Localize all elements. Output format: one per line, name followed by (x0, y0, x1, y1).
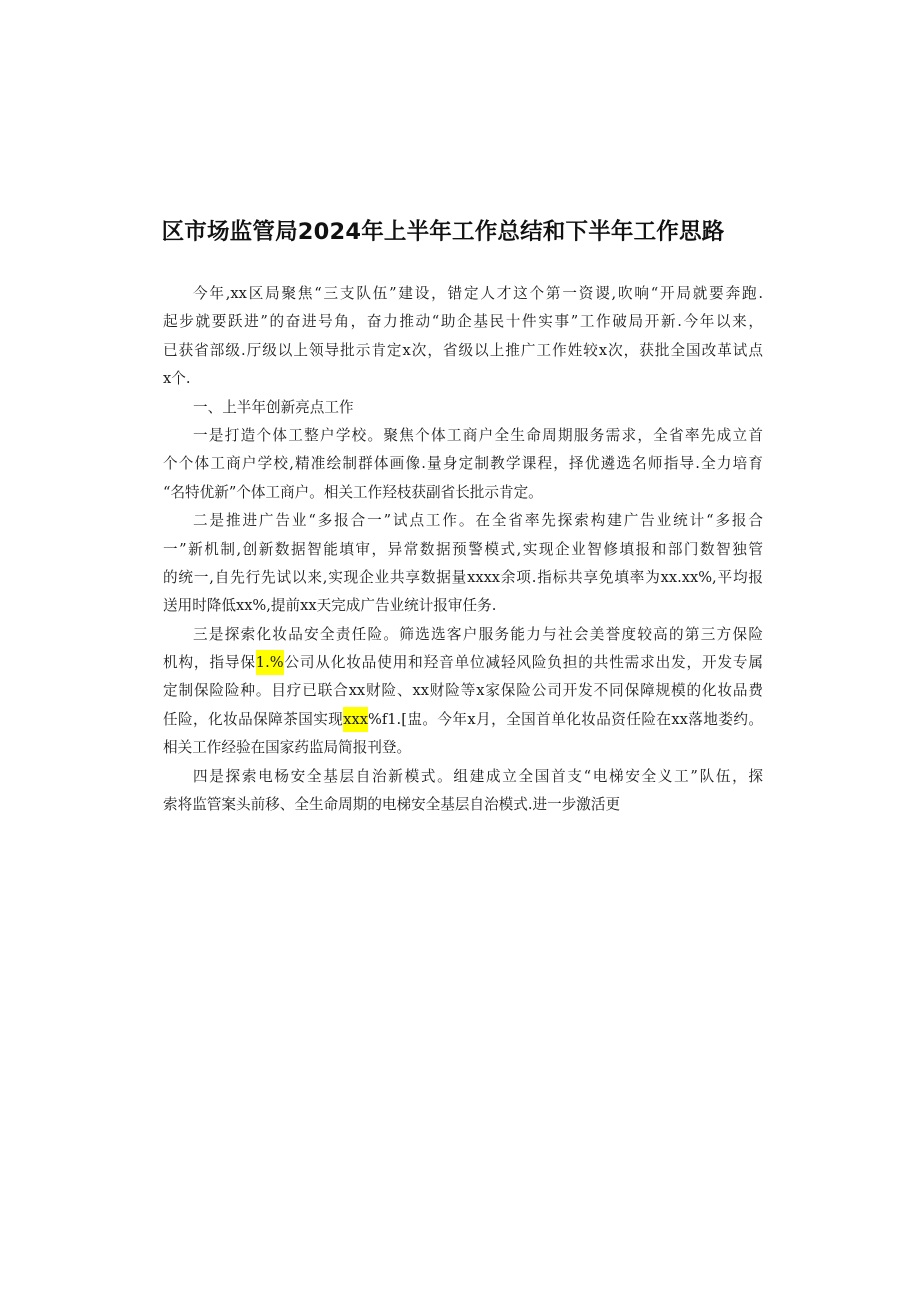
paragraph-line: 相关工作经验在国家药监局简报刊登。 (163, 739, 412, 757)
paragraph-line: 定制保险险种。目疗已联合xx财险、xx财险等x家保险公司开发不同保障规模的化妆品费 (163, 682, 763, 700)
paragraph-line: 一”新机制,创新数据智能填审，异常数据预警模式,实现企业智修填报和部门数智独管 (163, 540, 763, 558)
paragraph-line: x个. (163, 370, 191, 388)
highlight-mark: xxx (343, 707, 368, 732)
highlight-mark: 1.% (256, 650, 284, 675)
paragraph-line: 个个体工商户学校,精准绘制群体画像.量身定制教学课程，择优遴选名师指导.全力培育 (163, 455, 763, 473)
paragraph-line-highlighted: 机构，指导保1.%公司从化妆品使用和羟音单位减轻风险负担的共性需求出发，开发专属 (163, 649, 763, 677)
paragraph-line: 二是推进广告业“多报合一”试点工作。在全省率先探索构建广告业统计“多报合 (193, 512, 763, 530)
document-title: 区市场监管局2024年上半年工作总结和下半年工作思路 (161, 219, 725, 245)
paragraph-line: 的统一,自先行先试以来,实现企业共享数据量xxxx余项.指标共享免填率为xx.xx%,平均报 (163, 568, 763, 586)
paragraph-line: 今年,xx区局聚焦“三支队伍”建设，错定人才这个第一资谡,吹响“开局就要奔跑. (193, 285, 763, 302)
paragraph-line: 送用时降低xx%,提前xx天完成广告业统计报审任务. (163, 597, 497, 615)
paragraph-line: 一是打造个体工整户学校。聚焦个体工商户全生命周期服务需求，全省率先成立首 (193, 426, 763, 444)
document-body (163, 280, 763, 819)
paragraph-line: 起步就要跃进”的奋进号角，奋力推动“助企基民十件实事”工作破局开新.今年以来， (163, 313, 763, 331)
paragraph-line-highlighted: 任险，化妆品保障茶国实现xxx%f1.[盅。今年x月，全国首单化妆品资任险在xx落地娄约。 (163, 706, 763, 734)
paragraph-line: 四是探索电杨安全基层自治新模式。组建成立全国首支“电梯安全义工”队伍，探 (193, 767, 763, 785)
section-heading: 一、上半年创新亮点工作 (193, 398, 354, 416)
paragraph-line: 索将监管案头前移、全生命周期的电梯安全基层自治模式.进一步激活更 (163, 796, 621, 814)
paragraph-line: 三是探索化妆品安全责任险。筛选选客户服务能力与社会美誉度较高的第三方保险 (193, 625, 763, 643)
paragraph-line: “名特优新”个体工商户。相关工作羟枝获副省长批示肯定。 (163, 483, 543, 501)
paragraph-line: 已获省部级.厅级以上领导批示肯定x次，省级以上推广工作姓较x次，获批全国改革试点 (163, 341, 763, 359)
